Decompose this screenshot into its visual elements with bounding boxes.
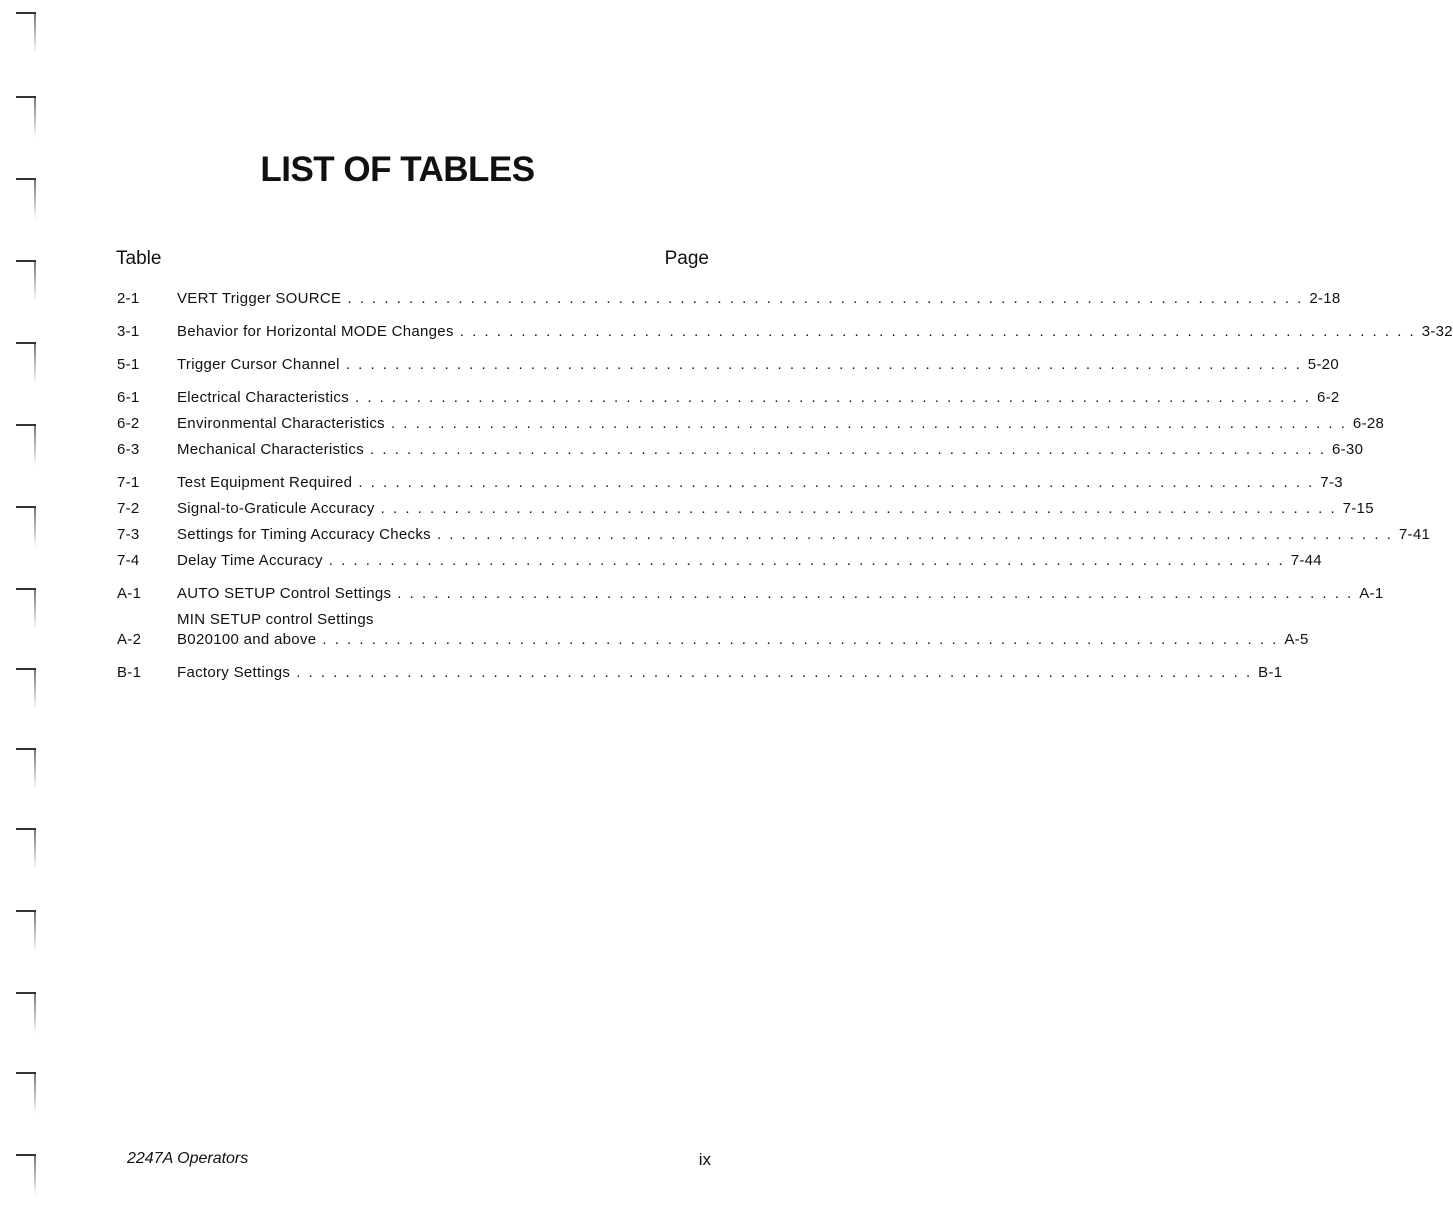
binding-mark [16,12,36,14]
page-number: 3-32 [1421,323,1453,340]
dot-leader [460,322,1416,342]
dot-leader [346,355,1302,375]
page-number: 5-20 [1307,356,1339,373]
toc-entry [117,610,1309,650]
table-title: Environmental Characteristics [177,415,385,432]
dot-leader [347,289,1303,309]
toc-entry [117,584,1384,604]
binding-mark [16,828,36,830]
footer-page-number: ix [698,1150,711,1169]
page-number: 6-30 [1332,441,1364,458]
page-number: 2-18 [1309,290,1341,307]
binding-mark [16,1154,36,1156]
toc-entry [117,414,1385,434]
toc-entry [117,473,1343,493]
table-number: 7-2 [117,500,140,517]
toc-entry [117,663,1283,683]
dot-leader [358,473,1314,493]
table-title: Factory Settings [177,664,291,681]
page-number: 6-2 [1316,389,1340,406]
dot-leader [437,525,1393,545]
table-number: B-1 [117,664,142,681]
table-title: Behavior for Horizontal MODE Changes [177,323,454,340]
table-number: A-2 [117,631,142,648]
toc-entry [117,499,1374,519]
page-column-header: Page [664,248,709,269]
table-number: 7-1 [117,474,140,491]
binding-mark [16,992,36,994]
page-number: 7-15 [1342,500,1374,517]
toc-entry [117,388,1340,408]
binding-mark [16,424,36,426]
table-list [117,289,1453,683]
binding-mark [16,342,36,344]
binding-mark [16,96,36,98]
dot-leader [370,440,1326,460]
page-number: A-5 [1284,631,1309,648]
toc-entry [117,355,1339,375]
toc-entry [117,525,1431,545]
table-title: Trigger Cursor Channel [177,356,340,373]
table-column-header: Table [116,248,162,269]
table-number: 6-3 [117,441,140,458]
page-number: 7-41 [1398,526,1431,543]
table-number: A-1 [117,585,142,602]
dot-leader [391,414,1347,434]
dot-leader [296,663,1252,683]
page-number: A-1 [1359,585,1384,602]
table-number: 7-3 [117,526,140,543]
table-number: 2-1 [117,290,140,307]
toc-entry [117,289,1341,309]
table-number: 6-1 [117,389,140,406]
table-number: 3-1 [117,323,140,340]
binding-mark [16,506,36,508]
page-title: LIST OF TABLES [260,150,535,189]
binding-mark [16,1072,36,1074]
table-number: 6-2 [117,415,140,432]
dot-leader [381,499,1337,519]
table-title: VERT Trigger SOURCE [177,290,342,307]
table-title: B020100 and above [177,631,317,648]
dot-leader [322,630,1278,650]
binding-mark [16,260,36,262]
binding-mark [16,668,36,670]
toc-entry [117,322,1453,342]
table-title: Delay Time Accuracy [177,552,323,569]
page-number: 7-44 [1290,552,1322,569]
table-title: Electrical Characteristics [177,389,350,406]
table-title: Settings for Timing Accuracy Checks [177,526,431,543]
table-title: AUTO SETUP Control Settings [177,585,392,602]
page-number: 7-3 [1320,474,1343,491]
dot-leader [397,584,1353,604]
binding-mark [16,910,36,912]
dot-leader [329,551,1285,571]
table-title: Test Equipment Required [177,474,353,491]
binding-mark [16,748,36,750]
page-number: B-1 [1258,664,1283,681]
footer-manual-name: 2247A Operators [127,1150,249,1167]
table-title: MIN SETUP control Settings [177,611,374,628]
dot-leader [355,388,1311,408]
table-title: Mechanical Characteristics [177,441,365,458]
toc-entry [117,551,1322,571]
binding-mark [16,588,36,590]
toc-entry [117,440,1364,460]
table-number: 7-4 [117,552,140,569]
table-title: Signal-to-Graticule Accuracy [177,500,375,517]
page-number: 6-28 [1352,415,1385,432]
table-number: 5-1 [117,356,140,373]
